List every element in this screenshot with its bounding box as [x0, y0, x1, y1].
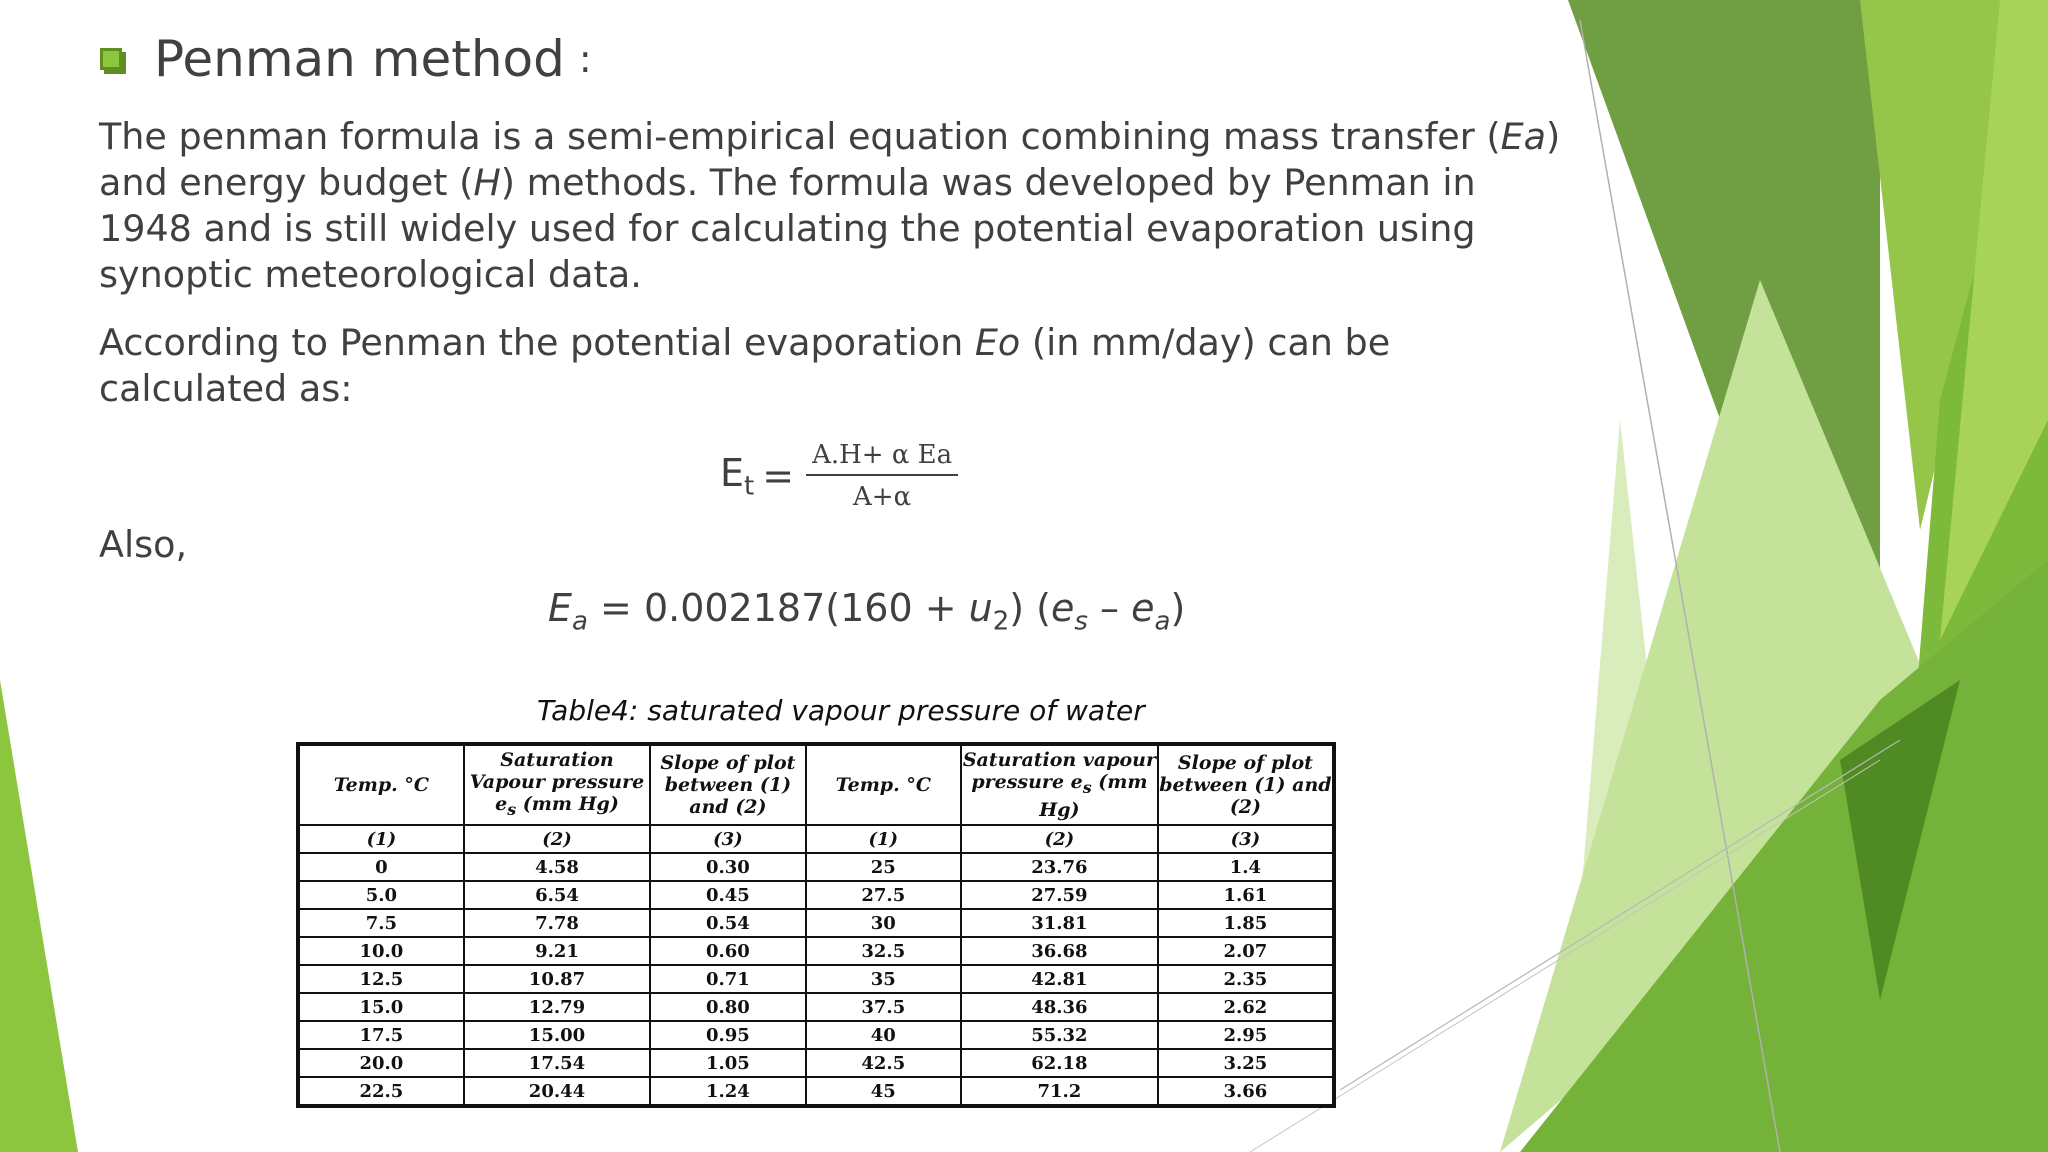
table-row	[298, 1077, 1334, 1106]
table-cell: 2.07	[1158, 937, 1334, 965]
table-cell: 0.95	[650, 1021, 805, 1049]
vapour-pressure-table	[296, 742, 1336, 1108]
para1-ea: Ea	[1500, 115, 1547, 158]
table-cell: 1.24	[650, 1077, 805, 1106]
table-header-cell: Temp. °C	[298, 744, 464, 825]
table-cell: 12.5	[298, 965, 464, 993]
table-cell: 45	[806, 1077, 961, 1106]
para1-text-3: ) methods. The formula was developed by Penman in 1948 and is still widely used for calculating the potential evaporation using synoptic meteorological data.	[99, 161, 1476, 296]
table-cell: 22.5	[298, 1077, 464, 1106]
table-cell: 71.2	[961, 1077, 1158, 1106]
table-row	[298, 965, 1334, 993]
table-cell: 7.5	[298, 909, 464, 937]
paragraph-penman-description	[99, 114, 1579, 298]
table-cell: (1)	[298, 825, 464, 853]
table-cell: 0.60	[650, 937, 805, 965]
table-row	[298, 1021, 1334, 1049]
table-index-row	[298, 825, 1334, 853]
eq1-denominator: A+α	[853, 482, 912, 512]
eq1-numerator: A.H+ α Ea	[806, 440, 958, 476]
table-header-cell: Temp. °C	[806, 744, 961, 825]
table-row	[298, 881, 1334, 909]
table-cell: 3.66	[1158, 1077, 1334, 1106]
also-label: Also,	[99, 523, 188, 566]
table-cell: 55.32	[961, 1021, 1158, 1049]
table-cell: 0.80	[650, 993, 805, 1021]
table-cell: (3)	[1158, 825, 1334, 853]
table-header-cell: Slope of plot between (1) and (2)	[650, 744, 805, 825]
table-cell: 20.44	[464, 1077, 650, 1106]
para1-text-1: The penman formula is a semi-empirical equation combining mass transfer (	[99, 115, 1501, 158]
table-cell: (3)	[650, 825, 805, 853]
table-cell: 2.35	[1158, 965, 1334, 993]
table-cell: 2.95	[1158, 1021, 1334, 1049]
table-cell: 27.59	[961, 881, 1158, 909]
table-row	[298, 853, 1334, 881]
checkbox-square-icon	[100, 48, 122, 70]
eq1-equals: =	[762, 454, 795, 498]
table-cell: 32.5	[806, 937, 961, 965]
table-cell: 37.5	[806, 993, 961, 1021]
table-cell: 30	[806, 909, 961, 937]
table-header-cell: Slope of plot between (1) and (2)	[1158, 744, 1334, 825]
table-cell: 15.00	[464, 1021, 650, 1049]
table-cell: 1.85	[1158, 909, 1334, 937]
table-cell: 4.58	[464, 853, 650, 881]
table-cell: 1.05	[650, 1049, 805, 1077]
table-cell: 23.76	[961, 853, 1158, 881]
table-cell: 0.30	[650, 853, 805, 881]
table-cell: 10.0	[298, 937, 464, 965]
table-header-cell: Saturation vapour pressure $e_s$ (mm Hg)	[961, 744, 1158, 825]
table-cell: 6.54	[464, 881, 650, 909]
table-cell: 62.18	[961, 1049, 1158, 1077]
table-cell: 12.79	[464, 993, 650, 1021]
table-cell: 48.36	[961, 993, 1158, 1021]
para1-h: H	[473, 161, 501, 204]
equation-et	[720, 440, 958, 512]
table-header-cell: Saturation Vapour pressure $e_s$ (mm Hg)	[464, 744, 650, 825]
table-cell: 20.0	[298, 1049, 464, 1077]
table-cell: 17.54	[464, 1049, 650, 1077]
eq1-lhs: $E_t$	[720, 450, 755, 502]
table-cell: 9.21	[464, 937, 650, 965]
table-cell: 0.45	[650, 881, 805, 909]
table-cell: 5.0	[298, 881, 464, 909]
table-cell: 1.4	[1158, 853, 1334, 881]
para1-text-2: ) and energy budget (	[99, 115, 1561, 204]
table-cell: 15.0	[298, 993, 464, 1021]
para2-text-1: According to Penman the potential evaporation	[99, 321, 975, 364]
title-text: Penman method	[154, 30, 565, 88]
table-cell: 2.62	[1158, 993, 1334, 1021]
title-colon: :	[578, 37, 592, 81]
table-cell: 17.5	[298, 1021, 464, 1049]
table-cell: 7.78	[464, 909, 650, 937]
table-caption: Table4: saturated vapour pressure of water	[537, 694, 1145, 727]
table-cell: 36.68	[961, 937, 1158, 965]
table-header-row	[298, 744, 1334, 825]
table-row	[298, 1049, 1334, 1077]
paragraph-potential-evaporation	[99, 320, 1579, 412]
table-cell: 0	[298, 853, 464, 881]
para2-eo: Eo	[974, 321, 1021, 364]
para2-text-2: (in mm/day) can be calculated as:	[99, 321, 1391, 410]
table-cell: 35	[806, 965, 961, 993]
table-cell: 40	[806, 1021, 961, 1049]
table-cell: 31.81	[961, 909, 1158, 937]
table-cell: 10.87	[464, 965, 650, 993]
table-cell: 25	[806, 853, 961, 881]
table-cell: (2)	[961, 825, 1158, 853]
table-cell: 42.81	[961, 965, 1158, 993]
table-cell: (1)	[806, 825, 961, 853]
table-cell: 3.25	[1158, 1049, 1334, 1077]
table-row	[298, 937, 1334, 965]
table-row	[298, 909, 1334, 937]
table-row	[298, 993, 1334, 1021]
table-cell: (2)	[464, 825, 650, 853]
equation-ea: $E_a = 0.002187(160 + u_2)$ $(e_s - e_a)$	[548, 586, 1186, 637]
slide-title	[100, 30, 592, 88]
table-cell: 27.5	[806, 881, 961, 909]
table-cell: 0.71	[650, 965, 805, 993]
eq1-fraction	[806, 440, 958, 512]
left-green-wedge	[0, 680, 78, 1152]
table-cell: 1.61	[1158, 881, 1334, 909]
table-cell: 42.5	[806, 1049, 961, 1077]
table-cell: 0.54	[650, 909, 805, 937]
